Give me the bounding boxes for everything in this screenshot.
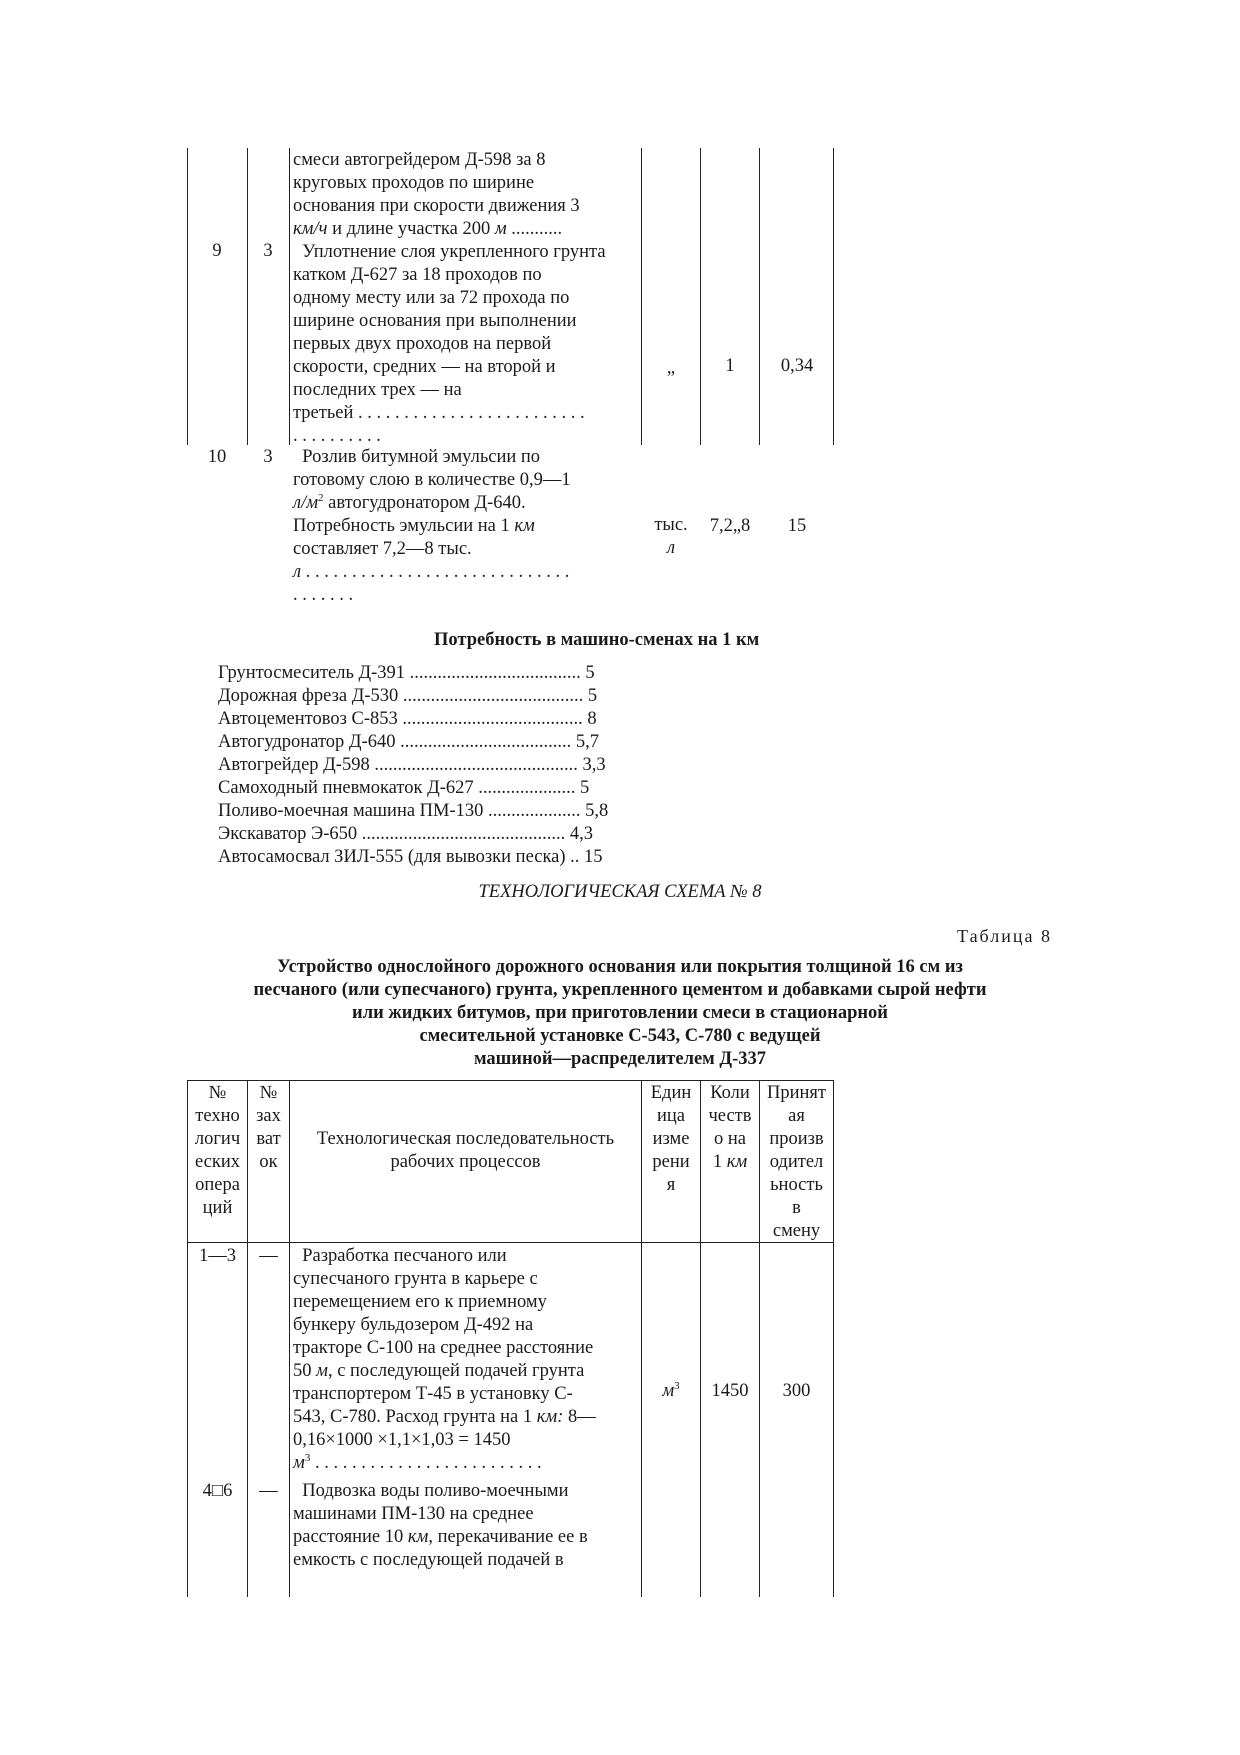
table-border (833, 148, 834, 445)
text-line: рабочих процессов (390, 1152, 541, 1172)
grip-number: 3 (263, 241, 273, 261)
list-item: Автогудронатор Д-640 ..................................... 5,7 (218, 732, 599, 752)
text-line: Принят (766, 1083, 826, 1103)
grip-number: 3 (263, 447, 273, 467)
text-line: рени (652, 1152, 690, 1172)
text-line: скорости, средних — на второй и (293, 357, 556, 377)
header-grip-number (248, 1082, 289, 1174)
text-line: Подвозка воды поливо-моечными (293, 1481, 569, 1501)
text-line: катком Д-627 за 18 проходов по (293, 265, 542, 285)
list-item: Автоцементовоз С-853 ....................................... 8 (218, 709, 597, 729)
text-line: одител (769, 1152, 824, 1172)
header-productivity (760, 1082, 833, 1243)
table-border (289, 148, 290, 445)
text-line: основания при скорости движения 3 (293, 196, 580, 216)
text-line: техно (195, 1106, 240, 1126)
text-line: л . . . . . . . . . . . . . . . . . . . . . . . . . . . . . (293, 562, 570, 582)
text-line: супесчаного грунта в карьере с (293, 1269, 538, 1289)
text-line: ширине основания при выполнении (293, 311, 577, 331)
text-line: ьность (770, 1175, 823, 1195)
unit-line: тыс. (654, 515, 688, 535)
text-line: смеси автогрейдером Д-598 за 8 (293, 150, 546, 170)
text-line: смену (772, 1221, 821, 1241)
text-line: ок (259, 1152, 278, 1172)
unit-cell: $м^3$ (662, 1379, 680, 1401)
table-border (187, 1242, 834, 1243)
text-line: составляет 7,2—8 тыс. (293, 539, 472, 559)
op-number: 9 (212, 241, 222, 261)
text-line: 50 м, с последующей подачей грунта (293, 1361, 585, 1381)
text-line: опера (195, 1175, 240, 1195)
text-line: транспортером Т-45 в установку С- (293, 1384, 573, 1404)
text-line: . . . . . . . . . . (293, 426, 381, 446)
text-line: готовому слою в количестве 0,9—1 (293, 470, 571, 490)
text-line: № (208, 1083, 227, 1103)
list-item: Самоходный пневмокаток Д-627 ..................... 5 (218, 778, 590, 798)
table-label: Таблица 8 (957, 926, 1052, 946)
list-item: Автогрейдер Д-598 ............................................ 3,3 (218, 755, 606, 775)
header-op-number (188, 1082, 247, 1220)
text-line: третьей . . . . . . . . . . . . . . . . . . . . . . . . . (293, 403, 585, 423)
unit-line: л (666, 538, 676, 558)
text-line: $л/м^2$ автогудронатором Д-640. (293, 491, 526, 513)
text-line: перемещением его к приемному (293, 1292, 547, 1312)
text-line: в (792, 1198, 801, 1218)
text-line: смесительной установке С-543, С-780 с ведущей (419, 1026, 821, 1046)
text-line: последних трех — на (293, 380, 462, 400)
op-number: 1—3 (199, 1246, 236, 1266)
text-line: машинами ПМ-130 на среднее (293, 1504, 534, 1524)
text-line: ая (788, 1106, 805, 1126)
text-line: еских (194, 1152, 241, 1172)
op-number: 4□6 (202, 1481, 233, 1501)
list-item: Грунтосмеситель Д-391 ..................................... 5 (218, 663, 595, 683)
op-number: 10 (207, 447, 227, 467)
text-line: км/ч и длине участка 200 м ........... (293, 219, 563, 239)
process-description (293, 149, 606, 448)
table-border (833, 1080, 834, 1597)
table-border (700, 148, 701, 445)
text-line: Устройство однослойного дорожного основания или покрытия толщиной 16 см из (277, 957, 963, 977)
table-border (187, 1080, 834, 1081)
productivity-cell: 300 (782, 1381, 811, 1401)
text-line: Разработка песчаного или (293, 1246, 507, 1266)
text-line: изме (652, 1129, 690, 1149)
grip-number: — (259, 1481, 278, 1501)
text-line: 1 км (712, 1152, 748, 1172)
text-line: о на (714, 1129, 746, 1149)
text-line: Розлив битумной эмульсии по (293, 447, 541, 467)
text-line: зах (256, 1106, 281, 1126)
list-item: Дорожная фреза Д-530 ....................................... 5 (218, 686, 598, 706)
header-unit (642, 1082, 700, 1197)
text-line: расстояние 10 км, перекачивание ее в (293, 1527, 588, 1547)
table-border (187, 148, 188, 445)
text-line: первых двух проходов на первой (293, 334, 552, 354)
text-line: ций (202, 1198, 233, 1218)
table-border (641, 148, 642, 445)
text-line: Потребность эмульсии на 1 км (293, 516, 535, 536)
header-quantity (701, 1082, 759, 1174)
text-line: бункеру бульдозером Д-492 на (293, 1315, 534, 1335)
process-description (293, 1245, 596, 1475)
table-border (759, 148, 760, 445)
grip-number: — (259, 1246, 278, 1266)
header-process (290, 1128, 641, 1174)
text-line: честв (708, 1106, 752, 1126)
process-description (293, 1480, 588, 1572)
quantity-cell: 7,2„8 (709, 516, 751, 536)
text-line: машиной—распределителем Д-337 (473, 1049, 767, 1069)
text-line: произв (769, 1129, 824, 1149)
text-line: 543, С-780. Расход грунта на 1 км: 8— (293, 1407, 596, 1427)
productivity-cell: 0,34 (780, 356, 814, 376)
text-line: круговых проходов по ширине (293, 173, 535, 193)
machine-shifts-list (218, 662, 608, 869)
text-line: Уплотнение слоя укрепленного грунта (293, 242, 606, 262)
text-line: . . . . . . . (293, 585, 354, 605)
table-title (190, 956, 1050, 1071)
quantity-cell: 1 (725, 356, 735, 376)
text-line: ица (656, 1106, 685, 1126)
unit-cell (643, 514, 699, 560)
unit-cell: „ (666, 358, 676, 378)
text-line: 0,16×1000 ×1,1×1,03 = 1450 (293, 1430, 511, 1450)
list-item: Экскаватор Э-650 ............................................ 4,3 (218, 824, 594, 844)
text-line: Технологическая последовательность (316, 1129, 615, 1149)
machine-shifts-heading: Потребность в машино-сменах на 1 км (434, 630, 760, 650)
quantity-cell: 1450 (711, 1381, 749, 1401)
text-line: песчаного (или супесчаного) грунта, укрепленного цементом и добавками сырой нефти (253, 980, 987, 1000)
productivity-cell: 15 (787, 516, 807, 536)
list-item: Автосамосвал ЗИЛ-555 (для вывозки песка) .. 15 (218, 847, 603, 867)
process-description (293, 446, 571, 607)
text-line: емкость с последующей подачей в (293, 1550, 564, 1570)
text-line: одному месту или за 72 прохода по (293, 288, 570, 308)
table-border (247, 148, 248, 445)
text-line: Коли (710, 1083, 750, 1103)
text-line: тракторе С-100 на среднее расстояние (293, 1338, 594, 1358)
text-line: $м^3$ . . . . . . . . . . . . . . . . . . . . . . . . . (293, 1451, 542, 1473)
text-line: № (259, 1083, 278, 1103)
scheme-title: ТЕХНОЛОГИЧЕСКАЯ СХЕМА № 8 (478, 882, 762, 902)
text-line: Един (650, 1083, 692, 1103)
list-item: Поливо-моечная машина ПМ-130 .................... 5,8 (218, 801, 609, 821)
text-line: ват (256, 1129, 281, 1149)
text-line: или жидких битумов, при приготовлении смеси в стационарной (352, 1003, 888, 1023)
text-line: логич (194, 1129, 241, 1149)
text-line: я (666, 1175, 676, 1195)
